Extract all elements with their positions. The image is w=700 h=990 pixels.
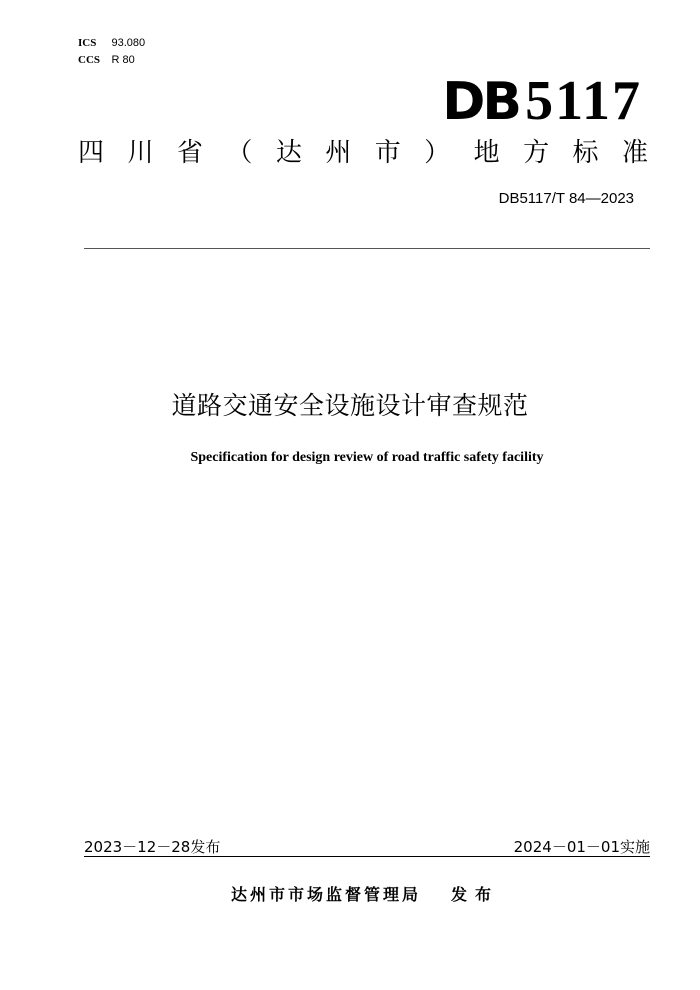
standard-class-char: 省 bbox=[176, 138, 203, 168]
implementation-date: 2024－01－01实施 bbox=[513, 838, 650, 856]
db-mark-letters: DB bbox=[442, 72, 520, 132]
ccs-code bbox=[78, 53, 135, 67]
standard-class-char: 市 bbox=[374, 138, 401, 168]
publisher-line bbox=[0, 882, 700, 905]
standard-class-char: 标 bbox=[572, 138, 599, 168]
publisher-name: 达州市市场监督管理局 bbox=[230, 885, 421, 904]
footer-divider bbox=[84, 856, 650, 857]
header-divider bbox=[84, 248, 650, 249]
document-title-en: Specification for design review of road traffic safety facility bbox=[190, 450, 544, 465]
standard-class-char: 方 bbox=[523, 138, 550, 168]
issue-date: 2023－12－28发布 bbox=[84, 838, 221, 856]
standard-class-char: 地 bbox=[473, 138, 500, 168]
ccs-value: R 80 bbox=[111, 54, 135, 66]
standard-class-char: 州 bbox=[325, 138, 352, 168]
publish-verb: 发布 bbox=[451, 885, 500, 904]
standard-class-char: 达 bbox=[275, 138, 302, 168]
standard-class-char: ） bbox=[424, 138, 451, 168]
db-standard-mark bbox=[442, 70, 642, 133]
standard-class-char: 川 bbox=[127, 138, 154, 168]
ics-value: 93.080 bbox=[111, 37, 146, 49]
standard-class-title bbox=[78, 136, 648, 170]
db-mark-number: 5117 bbox=[525, 70, 642, 132]
ics-label: ICS bbox=[78, 37, 97, 49]
ics-code bbox=[78, 36, 145, 50]
standard-class-char: （ bbox=[226, 138, 253, 168]
standard-class-char: 四 bbox=[78, 138, 105, 168]
standard-number: DB5117/T 84—2023 bbox=[498, 190, 634, 207]
ccs-label: CCS bbox=[78, 54, 101, 66]
document-title-cn: 道路交通安全设施设计审查规范 bbox=[171, 391, 529, 420]
standard-class-char: 准 bbox=[621, 138, 648, 168]
